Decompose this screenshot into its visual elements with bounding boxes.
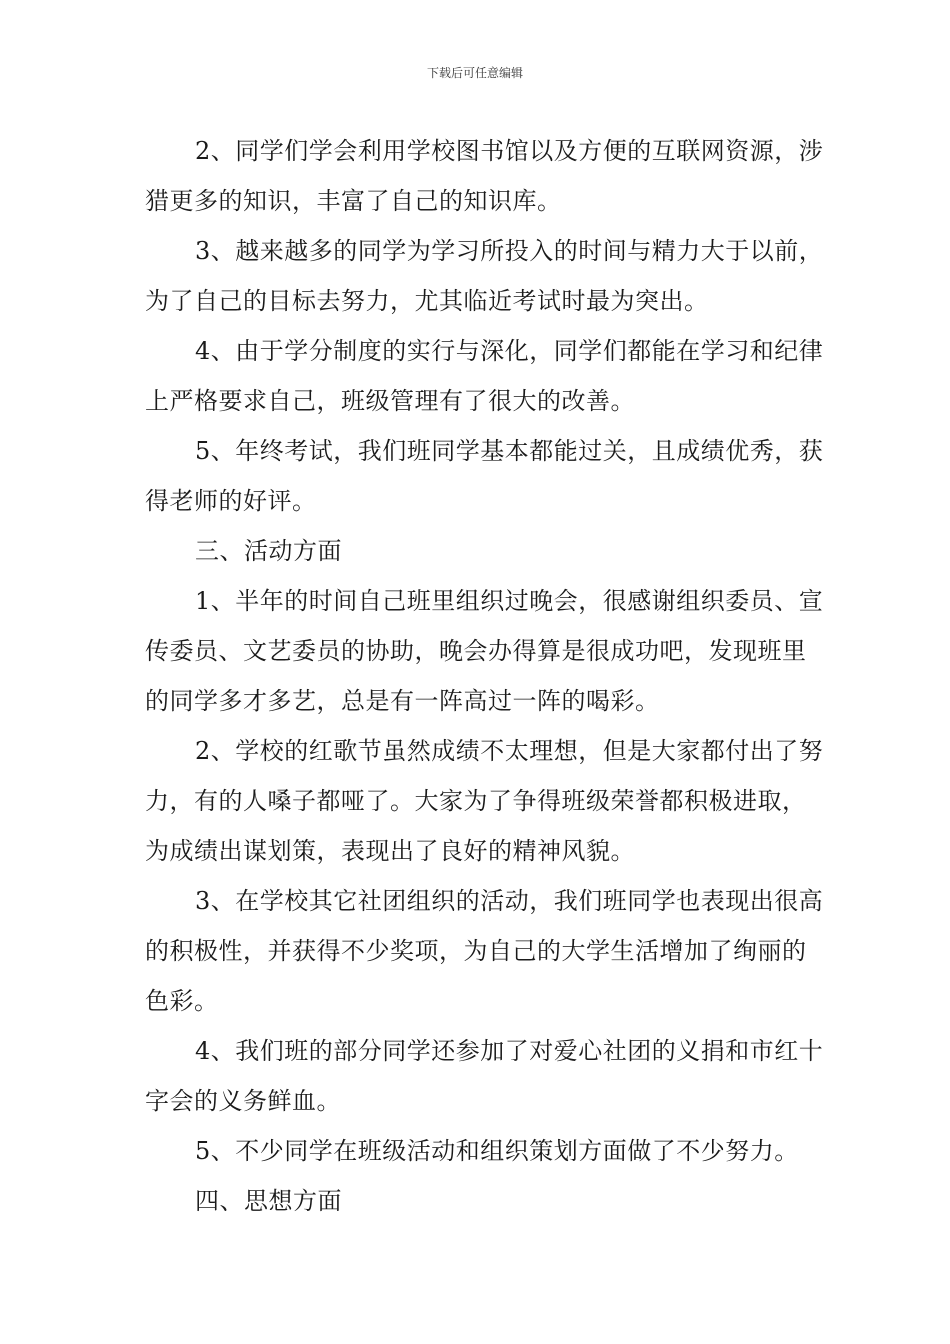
paragraph-activity-5: 5、不少同学在班级活动和组织策划方面做了不少努力。 — [195, 1137, 799, 1165]
document-body — [145, 126, 825, 1226]
paragraph-activity-4: 4、我们班的部分同学还参加了对爱心社团的义捐和市红十字会的义务鲜血。 — [145, 1037, 824, 1115]
paragraph-study-3: 3、越来越多的同学为学习所投入的时间与精力大于以前，为了自己的目标去努力，尤其临近考试时最为突出。 — [145, 237, 824, 315]
page-header-note: 下载后可任意编辑 — [426, 66, 523, 80]
paragraph-activity-3: 3、在学校其它社团组织的活动，我们班同学也表现出很高的积极性，并获得不少奖项，为自己的大学生活增加了绚丽的色彩。 — [145, 887, 824, 1015]
paragraph-activity-1: 1、半年的时间自己班里组织过晚会，很感谢组织委员、宣传委员、文艺委员的协助，晚会办得算是很成功吧，发现班里的同学多才多艺，总是有一阵高过一阵的喝彩。 — [145, 587, 824, 715]
paragraph-activity-2: 2、学校的红歌节虽然成绩不太理想，但是大家都付出了努力，有的人嗓子都哑了。大家为了争得班级荣誉都积极进取，为成绩出谋划策，表现出了良好的精神风貌。 — [145, 737, 824, 865]
paragraph-study-5: 5、年终考试，我们班同学基本都能过关，且成绩优秀，获得老师的好评。 — [145, 437, 824, 515]
paragraph-study-4: 4、由于学分制度的实行与深化，同学们都能在学习和纪律上严格要求自己，班级管理有了很大的改善。 — [145, 337, 824, 415]
section-heading-activities: 三、活动方面 — [195, 537, 342, 565]
section-heading-ideology: 四、思想方面 — [195, 1187, 342, 1215]
paragraph-study-2: 2、同学们学会利用学校图书馆以及方便的互联网资源，涉猎更多的知识，丰富了自己的知识库。 — [145, 137, 824, 215]
